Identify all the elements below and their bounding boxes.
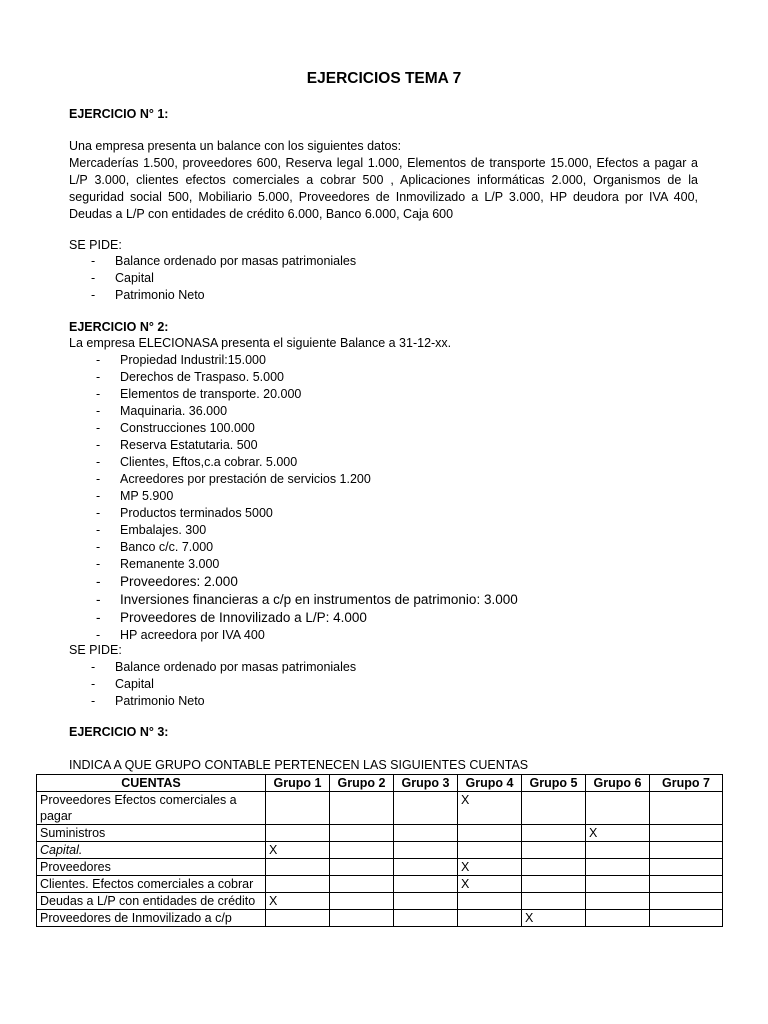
group-cell [266,859,330,876]
account-cell: Clientes. Efectos comerciales a cobrar [37,876,266,893]
group-cell [650,842,723,859]
group-cell [330,825,394,842]
list-item: - Embalajes. 300 [69,522,698,539]
ej3-instruction: INDICA A QUE GRUPO CONTABLE PERTENECEN LAS SIGUIENTES CUENTAS [69,758,529,772]
ej1-data-text: Mercaderías 1.500, proveedores 600, Reserva legal 1.000, Elementos de transporte 15.000, Efectos a pagar a L/P 3.000, clientes efectos comerciales a cobrar 500 , Aplicaciones informáticas 2.000, Organismos de la seguridad social 500, Mobiliario 5.000, Proveedores de Inmovilizado a L/P 3.000, HP deudora por IVA 400, Deudas a L/P con entidades de crédito 6.000, Banco 6.000, Caja 600 [69,156,698,221]
list-item: - Maquinaria. 36.000 [69,403,698,420]
group-cell [522,825,586,842]
document-title: EJERCICIOS TEMA 7 [306,70,462,87]
table-row [37,876,723,893]
group-cell [586,792,650,825]
list-item: - Elementos de transporte. 20.000 [69,386,698,403]
group-cell [586,910,650,927]
ej2-task-list [69,659,698,710]
list-item: - Clientes, Eftos,c.a cobrar. 5.000 [69,454,698,471]
group-cell [522,893,586,910]
ej1-se-pide: SE PIDE: [69,238,122,252]
ej1-heading: EJERCICIO N° 1: [69,107,169,121]
list-item: - Patrimonio Neto [69,693,698,710]
table-row [37,859,723,876]
group-cell [330,859,394,876]
group-cell [394,910,458,927]
accounts-group-table [36,774,723,927]
group-cell [522,842,586,859]
list-item: - Derechos de Traspaso. 5.000 [69,369,698,386]
group-cell [650,893,723,910]
group-cell: X [458,876,522,893]
group-cell [330,876,394,893]
account-cell: Proveedores Efectos comerciales a pagar [37,792,266,825]
group-cell [266,876,330,893]
table-row [37,792,723,825]
group-cell [650,910,723,927]
column-header: CUENTAS [37,775,266,792]
table-row [37,910,723,927]
group-cell [458,842,522,859]
table-row [37,893,723,910]
column-header: Grupo 7 [650,775,723,792]
group-cell [330,893,394,910]
group-cell: X [522,910,586,927]
group-cell: X [266,893,330,910]
group-cell [586,876,650,893]
group-cell [458,825,522,842]
list-item: - Acreedores por prestación de servicios 1.200 [69,471,698,488]
group-cell [586,842,650,859]
ej2-balance-items [69,352,698,644]
ej2-intro: La empresa ELECIONASA presenta el siguiente Balance a 31-12-xx. [69,336,452,350]
list-item: - HP acreedora por IVA 400 [69,627,698,644]
column-header: Grupo 6 [586,775,650,792]
list-item: - MP 5.900 [69,488,698,505]
group-cell [650,825,723,842]
account-cell: Capital. [37,842,266,859]
table-header-row [37,775,723,792]
list-item: - Banco c/c. 7.000 [69,539,698,556]
group-cell [394,792,458,825]
group-cell [394,825,458,842]
column-header: Grupo 5 [522,775,586,792]
group-cell [266,792,330,825]
group-cell [650,876,723,893]
group-cell [522,859,586,876]
column-header: Grupo 3 [394,775,458,792]
group-cell [330,792,394,825]
list-item: - Capital [69,676,698,693]
group-cell [330,910,394,927]
column-header: Grupo 1 [266,775,330,792]
column-header: Grupo 2 [330,775,394,792]
list-item: - Construcciones 100.000 [69,420,698,437]
group-cell [586,893,650,910]
list-item: - Proveedores: 2.000 [69,573,698,591]
list-item: - Balance ordenado por masas patrimoniales [69,659,698,676]
group-cell [522,876,586,893]
account-cell: Deudas a L/P con entidades de crédito [37,893,266,910]
group-cell [586,859,650,876]
group-cell [458,910,522,927]
group-cell: X [458,859,522,876]
ej1-task-list [69,253,698,304]
list-item: - Patrimonio Neto [69,287,698,304]
list-item: - Inversiones financieras a c/p en instrumentos de patrimonio: 3.000 [69,591,698,609]
account-cell: Proveedores de Inmovilizado a c/p [37,910,266,927]
ej3-heading: EJERCICIO N° 3: [69,725,169,739]
column-header: Grupo 4 [458,775,522,792]
group-cell [330,842,394,859]
group-cell [394,876,458,893]
group-cell [650,792,723,825]
group-cell: X [458,792,522,825]
group-cell [394,893,458,910]
ej2-se-pide: SE PIDE: [69,643,122,657]
list-item: - Balance ordenado por masas patrimoniales [69,253,698,270]
list-item: - Proveedores de Innovilizado a L/P: 4.000 [69,609,698,627]
table-row [37,825,723,842]
list-item: - Productos terminados 5000 [69,505,698,522]
group-cell [394,842,458,859]
group-cell [394,859,458,876]
account-cell: Suministros [37,825,266,842]
group-cell: X [586,825,650,842]
ej1-intro: Una empresa presenta un balance con los siguientes datos: [69,139,402,153]
group-cell [266,910,330,927]
group-cell [458,893,522,910]
group-cell: X [266,842,330,859]
group-cell [522,792,586,825]
group-cell [266,825,330,842]
list-item: - Capital [69,270,698,287]
list-item: - Reserva Estatutaria. 500 [69,437,698,454]
ej2-heading: EJERCICIO N° 2: [69,320,169,334]
list-item: - Propiedad Industril:15.000 [69,352,698,369]
list-item: - Remanente 3.000 [69,556,698,573]
account-cell: Proveedores [37,859,266,876]
group-cell [650,859,723,876]
table-row [37,842,723,859]
